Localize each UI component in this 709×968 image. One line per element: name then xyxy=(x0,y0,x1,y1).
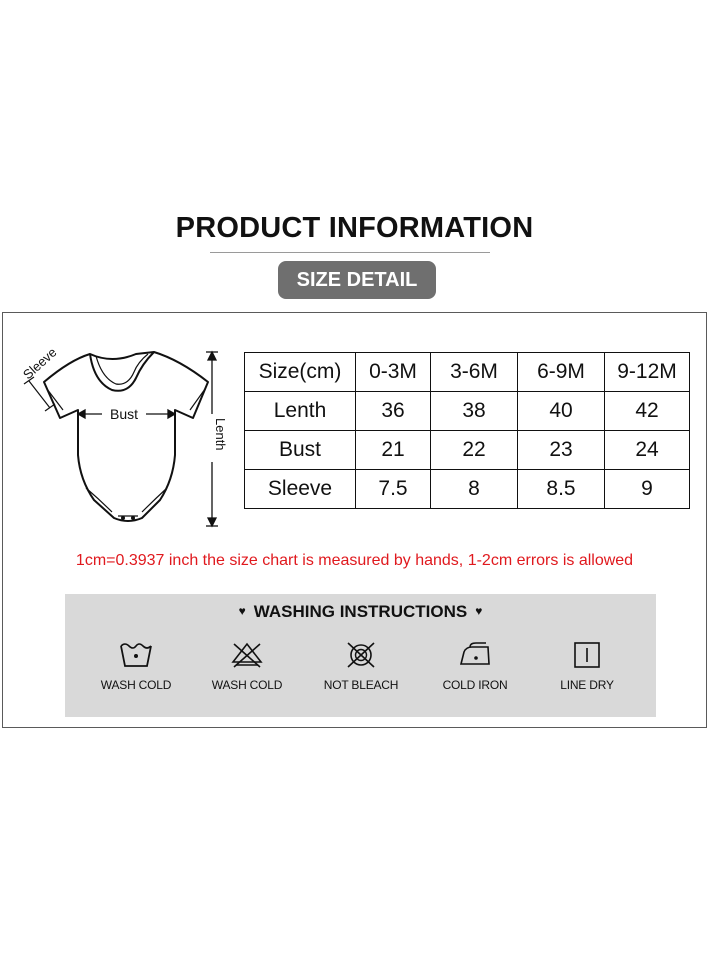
table-cell: 8 xyxy=(431,470,518,509)
care-label: COLD IRON xyxy=(442,678,508,692)
heart-icon: ♥ xyxy=(238,604,246,618)
washing-instructions-panel xyxy=(65,594,656,717)
title-divider xyxy=(210,252,490,253)
care-item xyxy=(192,640,302,692)
bust-label: Bust xyxy=(109,406,139,422)
row-label-cell: Bust xyxy=(245,431,356,470)
care-label: NOT BLEACH xyxy=(323,678,399,692)
care-label: WASH COLD xyxy=(211,678,283,692)
table-row xyxy=(245,470,690,509)
care-label: LINE DRY xyxy=(560,678,614,692)
not-bleach-icon xyxy=(344,640,378,670)
row-label-cell: Sleeve xyxy=(245,470,356,509)
measurement-note: 1cm=0.3937 inch the size chart is measured by hands, 1-2cm errors is allowed xyxy=(75,552,634,569)
size-detail-badge: SIZE DETAIL xyxy=(278,261,436,299)
table-row xyxy=(245,392,690,431)
sleeve-label: Sleeve xyxy=(20,344,60,383)
table-cell: 24 xyxy=(605,431,690,470)
care-item xyxy=(306,640,416,692)
table-cell: 40 xyxy=(518,392,605,431)
header-cell: 9-12M xyxy=(605,353,690,392)
header-cell: Size(cm) xyxy=(245,353,356,392)
table-cell: 21 xyxy=(356,431,431,470)
table-cell: 8.5 xyxy=(518,470,605,509)
header-cell: 6-9M xyxy=(518,353,605,392)
care-item xyxy=(81,640,191,692)
care-item xyxy=(420,640,530,692)
size-table-header-row xyxy=(245,353,690,392)
length-label: Lenth xyxy=(213,418,228,451)
header-cell: 0-3M xyxy=(356,353,431,392)
heart-icon: ♥ xyxy=(475,604,483,618)
table-cell: 7.5 xyxy=(356,470,431,509)
table-cell: 9 xyxy=(605,470,690,509)
do-not-tumble-icon xyxy=(230,640,264,670)
table-cell: 42 xyxy=(605,392,690,431)
row-label-cell: Lenth xyxy=(245,392,356,431)
washing-title: WASHING INSTRUCTIONS xyxy=(253,602,468,621)
table-row xyxy=(245,431,690,470)
header-cell: 3-6M xyxy=(431,353,518,392)
table-cell: 23 xyxy=(518,431,605,470)
washing-title-row xyxy=(65,602,656,622)
onesie-outline xyxy=(44,352,208,521)
wash-cold-icon xyxy=(119,640,153,670)
size-table xyxy=(244,352,690,509)
care-label: WASH COLD xyxy=(100,678,172,692)
care-item xyxy=(532,640,642,692)
page-title: PRODUCT INFORMATION xyxy=(175,212,534,244)
cold-iron-icon xyxy=(458,640,492,670)
table-cell: 22 xyxy=(431,431,518,470)
table-cell: 36 xyxy=(356,392,431,431)
table-cell: 38 xyxy=(431,392,518,431)
line-dry-icon xyxy=(570,640,604,670)
onesie-diagram xyxy=(20,340,235,535)
